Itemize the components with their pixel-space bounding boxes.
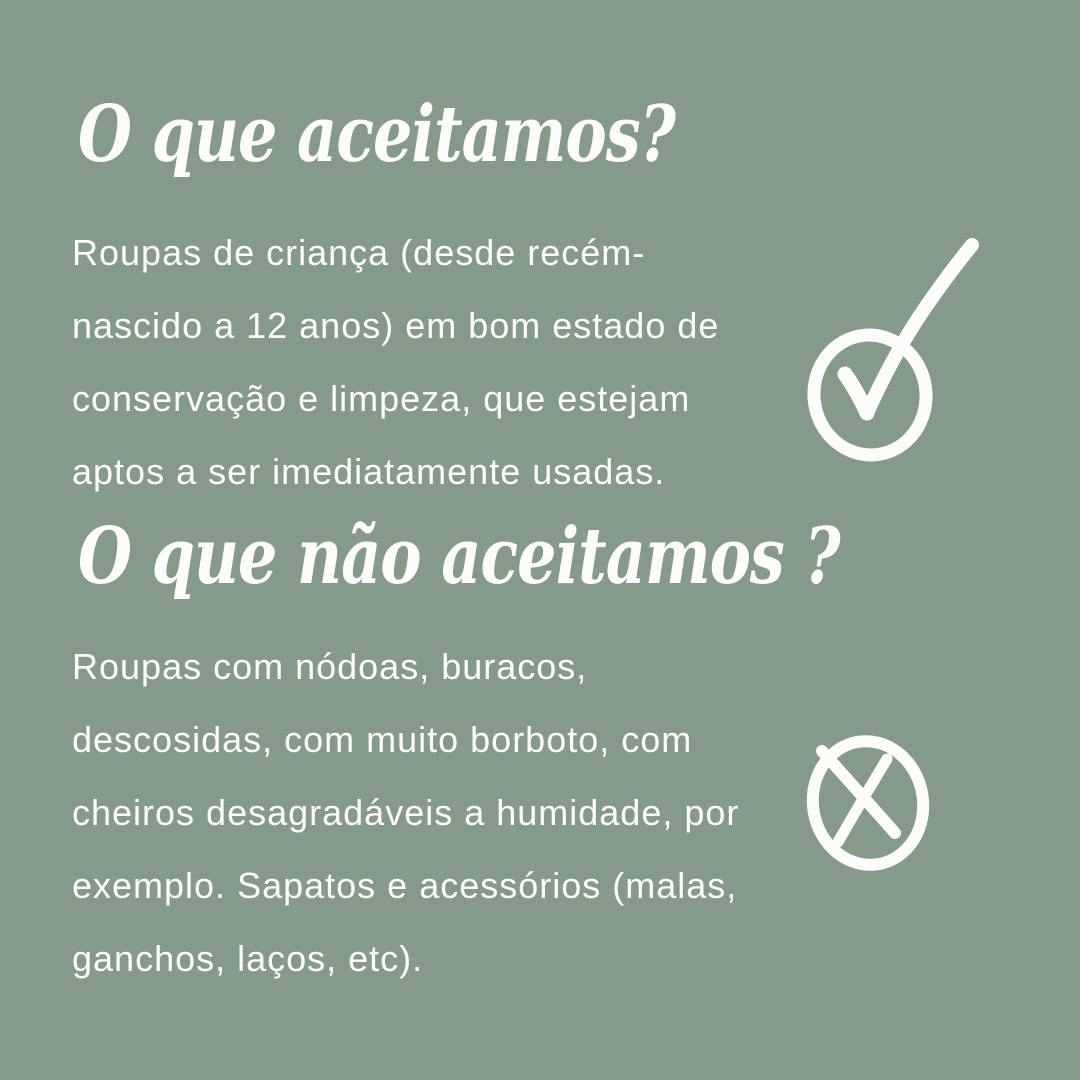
accept-line-3: conservação e limpeza, que estejam <box>72 378 691 419</box>
reject-heading: O que não aceitamos ? <box>78 510 840 602</box>
accept-heading: O que aceitamos? <box>78 88 675 180</box>
accept-line-4: aptos a ser imediatamente usadas. <box>72 451 666 492</box>
accept-paragraph <box>72 216 719 508</box>
cross-circle-icon <box>802 730 947 878</box>
reject-line-5: ganchos, laços, etc). <box>72 938 424 979</box>
reject-line-4: exemplo. Sapatos e acessórios (malas, <box>72 865 738 906</box>
reject-line-1: Roupas com nódoas, buracos, <box>72 646 588 687</box>
check-circle-icon <box>795 233 980 470</box>
accept-line-2: nascido a 12 anos) em bom estado de <box>72 305 720 346</box>
reject-line-3: cheiros desagradáveis a humidade, por <box>72 792 740 833</box>
accept-line-1: Roupas de criança (desde recém- <box>72 232 646 273</box>
reject-line-2: descosidas, com muito borboto, com <box>72 719 693 760</box>
reject-paragraph <box>72 630 739 995</box>
